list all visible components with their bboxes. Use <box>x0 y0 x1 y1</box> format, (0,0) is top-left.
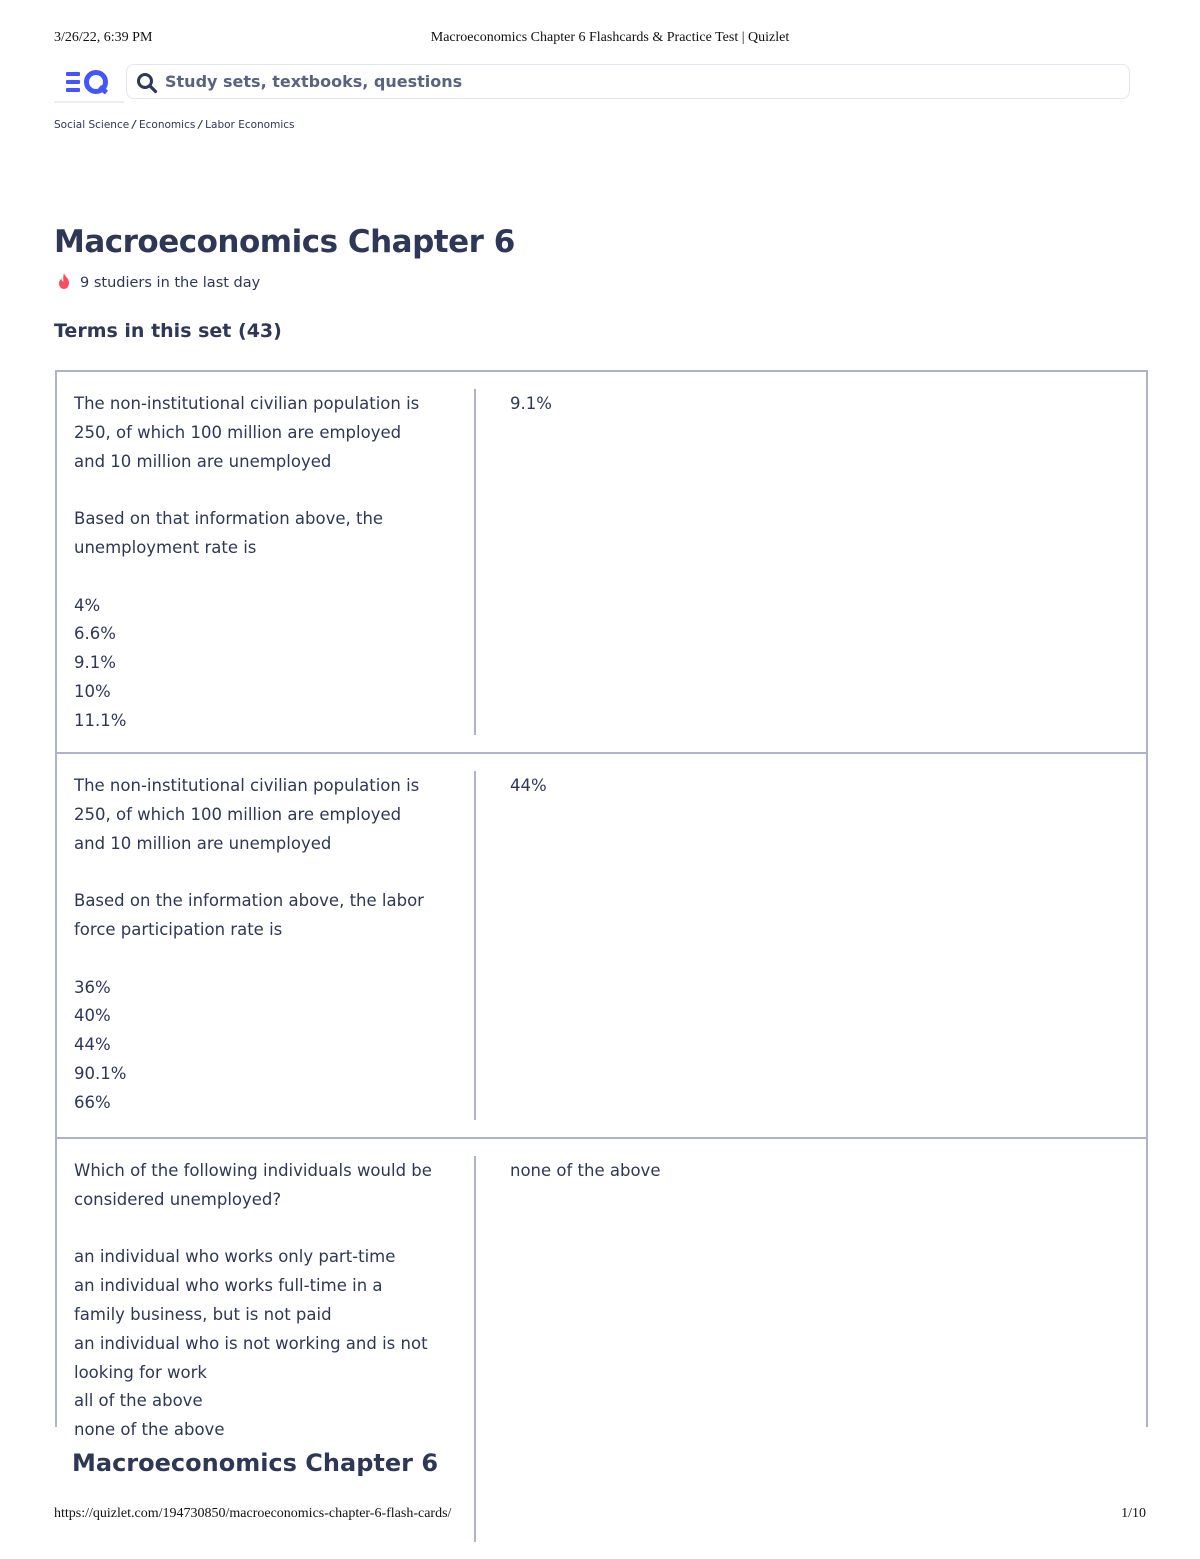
definition-text: 44% <box>510 776 547 795</box>
terms-heading: Terms in this set (43) <box>54 320 282 342</box>
top-navigation <box>54 63 1130 103</box>
card-divider <box>474 389 476 735</box>
terms-list <box>55 370 1148 1440</box>
search-icon[interactable] <box>136 72 158 94</box>
breadcrumb-separator: / <box>198 119 203 131</box>
studiers-count <box>56 272 260 292</box>
breadcrumb-economics[interactable]: Economics <box>139 119 196 131</box>
print-url: https://quizlet.com/194730850/macroeconomics-chapter-6-flash-cards/ <box>54 1506 452 1521</box>
print-footer <box>54 1506 1146 1526</box>
breadcrumb-separator: / <box>132 119 137 131</box>
breadcrumb-labor-economics[interactable]: Labor Economics <box>205 119 295 131</box>
breadcrumb <box>54 119 295 131</box>
print-page-title: Macroeconomics Chapter 6 Flashcards & Practice Test | Quizlet <box>430 30 790 45</box>
term-text: The non-institutional civilian population is 250, of which 100 million are employed and 10 million are unemployed Based on that information above, the unemployment rate is 4% 6.6% 9.1% 10% 11.1% <box>74 394 420 730</box>
card-divider <box>474 771 476 1120</box>
fire-icon <box>56 272 72 290</box>
card-divider <box>474 1156 476 1542</box>
print-header <box>54 30 1146 50</box>
sticky-set-title: Macroeconomics Chapter 6 <box>72 1449 439 1477</box>
definition-text: none of the above <box>510 1161 661 1180</box>
studiers-text: 9 studiers in the last day <box>80 275 261 291</box>
definition-text: 9.1% <box>510 394 552 413</box>
term-card <box>57 372 1146 754</box>
term-text: The non-institutional civilian population is 250, of which 100 million are employed and 10 million are unemployed Based on the information above, the labor force participation rate is 36% 40% 44% 90.1% 66% <box>74 776 424 1112</box>
print-datetime: 3/26/22, 6:39 PM <box>54 30 153 45</box>
page-title: Macroeconomics Chapter 6 <box>54 224 515 260</box>
quizlet-logo-icon[interactable] <box>54 63 124 103</box>
search-input[interactable] <box>165 65 1119 98</box>
term-card <box>57 1139 1146 1559</box>
search-bar[interactable] <box>126 64 1130 99</box>
term-card <box>57 754 1146 1139</box>
term-text: Which of the following individuals would be considered unemployed? an individual who works only part-time an individual who works full-time in a family business, but is not paid an individual who is not working and is not looking for work all of the above none of the above <box>74 1161 432 1440</box>
print-page-number: 1/10 <box>1121 1506 1146 1521</box>
breadcrumb-social-science[interactable]: Social Science <box>54 119 130 131</box>
